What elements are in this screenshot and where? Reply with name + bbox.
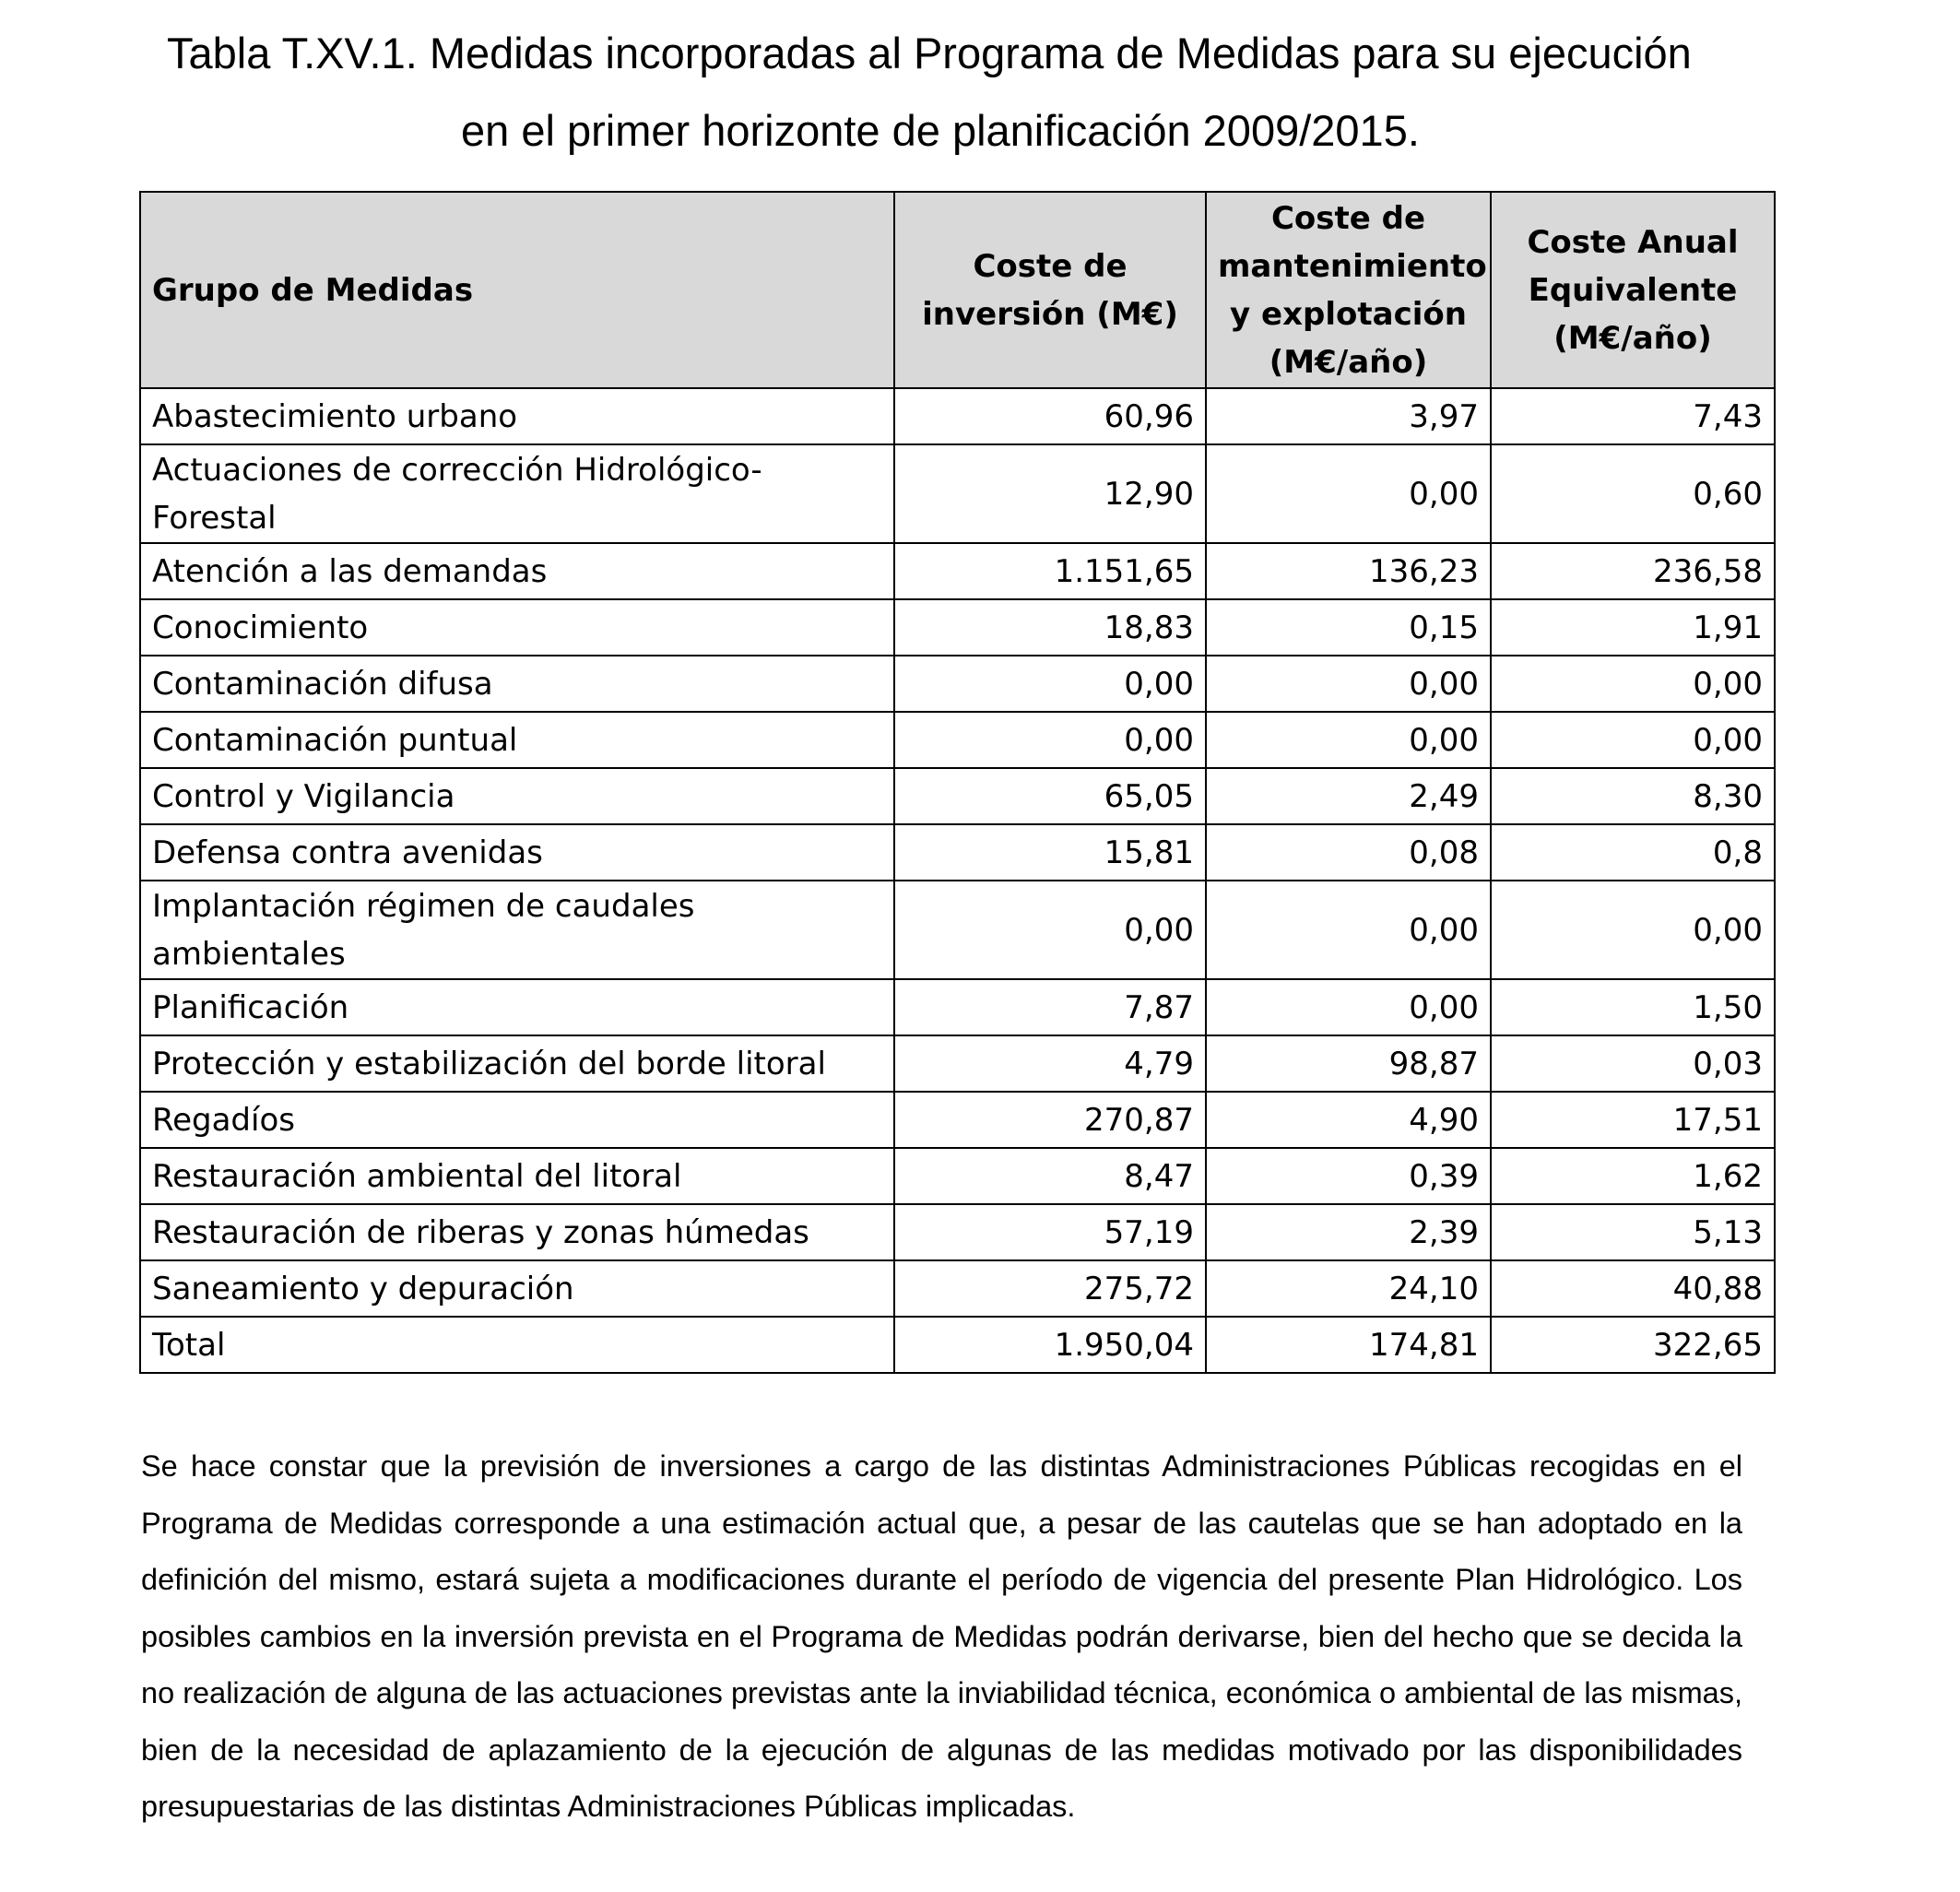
cell-maintenance: 0,08 (1206, 824, 1491, 881)
cell-annual: 1,50 (1491, 979, 1775, 1035)
cell-investment: 65,05 (894, 768, 1206, 824)
cell-group: Actuaciones de corrección Hidrológico-Forestal (140, 444, 894, 543)
cell-investment: 1.950,04 (894, 1317, 1206, 1373)
cell-annual: 0,60 (1491, 444, 1775, 543)
cell-maintenance: 2,49 (1206, 768, 1491, 824)
cell-annual: 0,8 (1491, 824, 1775, 881)
cell-investment: 57,19 (894, 1204, 1206, 1260)
table-header-row (140, 192, 1775, 388)
cell-annual: 0,00 (1491, 656, 1775, 712)
table-row (140, 543, 1775, 599)
table-row (140, 1035, 1775, 1092)
table-row (140, 599, 1775, 656)
cell-maintenance: 4,90 (1206, 1092, 1491, 1148)
cell-investment: 7,87 (894, 979, 1206, 1035)
table-row (140, 881, 1775, 979)
cell-annual: 0,00 (1491, 712, 1775, 768)
table-row (140, 979, 1775, 1035)
header-investment: Coste de inversión (M€) (894, 192, 1206, 388)
cell-investment: 270,87 (894, 1092, 1206, 1148)
cell-annual: 40,88 (1491, 1260, 1775, 1317)
table-row (140, 656, 1775, 712)
cell-investment: 0,00 (894, 881, 1206, 979)
explanatory-note: Se hace constar que la previsión de inversiones a cargo de las distintas Administraciones Públicas recogidas en el Programa de Medidas corresponde a una estimación actual que, a pesar de las cautelas que se han adoptado en la definición del mismo, estará sujeta a modificaciones durante el período de vigencia del presente Plan Hidrológico. Los posibles cambios en la inversión prevista en el Programa de Medidas podrán derivarse, bien del hecho que se decida la no realización de alguna de las actuaciones previstas ante la inviabilidad técnica, económica o ambiental de las mismas, bien de la necesidad de aplazamiento de la ejecución de algunas de las medidas motivado por las disponibilidades presupuestarias de las distintas Administraciones Públicas implicadas. (141, 1449, 1742, 1823)
cell-investment: 0,00 (894, 656, 1206, 712)
cell-group: Regadíos (140, 1092, 894, 1148)
cell-annual: 1,91 (1491, 599, 1775, 656)
cell-annual: 17,51 (1491, 1092, 1775, 1148)
cell-investment: 0,00 (894, 712, 1206, 768)
cell-investment: 60,96 (894, 388, 1206, 444)
cell-maintenance: 0,00 (1206, 444, 1491, 543)
cell-annual: 5,13 (1491, 1204, 1775, 1260)
cell-group: Abastecimiento urbano (140, 388, 894, 444)
cell-group: Total (140, 1317, 894, 1373)
header-group: Grupo de Medidas (140, 192, 894, 388)
caption-line-1: Tabla T.XV.1. Medidas incorporadas al Programa de Medidas para su ejecución (167, 29, 1692, 77)
cell-annual: 236,58 (1491, 543, 1775, 599)
cell-maintenance: 3,97 (1206, 388, 1491, 444)
cell-group: Implantación régimen de caudales ambientales (140, 881, 894, 979)
table-row (140, 824, 1775, 881)
cell-maintenance: 0,39 (1206, 1148, 1491, 1204)
cell-group: Contaminación puntual (140, 712, 894, 768)
table-row (140, 388, 1775, 444)
cell-maintenance: 0,15 (1206, 599, 1491, 656)
table-total-row (140, 1317, 1775, 1373)
cell-annual: 322,65 (1491, 1317, 1775, 1373)
cell-annual: 0,03 (1491, 1035, 1775, 1092)
cell-maintenance: 2,39 (1206, 1204, 1491, 1260)
cell-group: Atención a las demandas (140, 543, 894, 599)
cell-maintenance: 174,81 (1206, 1317, 1491, 1373)
table-row (140, 712, 1775, 768)
cell-maintenance: 98,87 (1206, 1035, 1491, 1092)
cell-investment: 1.151,65 (894, 543, 1206, 599)
cell-investment: 8,47 (894, 1148, 1206, 1204)
caption-line-2: en el primer horizonte de planificación 2009/2015. (461, 106, 1420, 155)
cell-group: Restauración de riberas y zonas húmedas (140, 1204, 894, 1260)
cell-group: Protección y estabilización del borde litoral (140, 1035, 894, 1092)
header-maintenance: Coste de mantenimiento y explotación (M€/año) (1206, 192, 1491, 388)
cell-group: Control y Vigilancia (140, 768, 894, 824)
cell-annual: 8,30 (1491, 768, 1775, 824)
cell-maintenance: 0,00 (1206, 979, 1491, 1035)
cell-maintenance: 0,00 (1206, 712, 1491, 768)
cell-group: Defensa contra avenidas (140, 824, 894, 881)
cell-group: Conocimiento (140, 599, 894, 656)
cell-group: Restauración ambiental del litoral (140, 1148, 894, 1204)
cell-maintenance: 136,23 (1206, 543, 1491, 599)
cell-investment: 18,83 (894, 599, 1206, 656)
header-annual: Coste Anual Equivalente (M€/año) (1491, 192, 1775, 388)
measures-table (139, 191, 1776, 1374)
cell-annual: 1,62 (1491, 1148, 1775, 1204)
table-row (140, 1204, 1775, 1260)
cell-investment: 15,81 (894, 824, 1206, 881)
table-row (140, 444, 1775, 543)
cell-maintenance: 24,10 (1206, 1260, 1491, 1317)
cell-maintenance: 0,00 (1206, 656, 1491, 712)
table-row (140, 1148, 1775, 1204)
table-row (140, 1092, 1775, 1148)
cell-group: Saneamiento y depuración (140, 1260, 894, 1317)
cell-investment: 275,72 (894, 1260, 1206, 1317)
cell-group: Planificación (140, 979, 894, 1035)
cell-annual: 7,43 (1491, 388, 1775, 444)
cell-maintenance: 0,00 (1206, 881, 1491, 979)
table-row (140, 1260, 1775, 1317)
cell-annual: 0,00 (1491, 881, 1775, 979)
cell-investment: 12,90 (894, 444, 1206, 543)
cell-investment: 4,79 (894, 1035, 1206, 1092)
table-row (140, 768, 1775, 824)
cell-group: Contaminación difusa (140, 656, 894, 712)
